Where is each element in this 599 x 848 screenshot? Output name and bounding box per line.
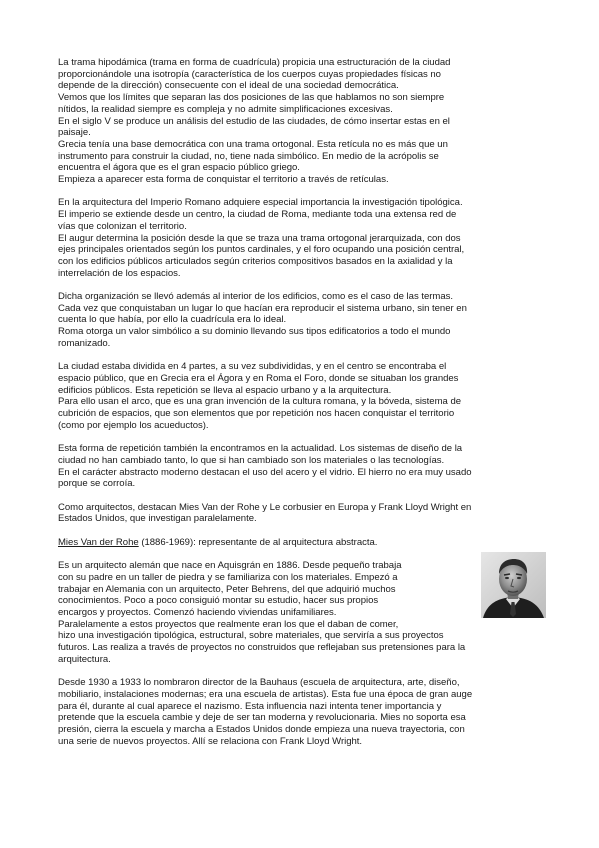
text-line: cubrición de espacios, que son elementos que por repetición nos hacen conquistar el territorio bbox=[58, 408, 455, 420]
text-line: proporcionándole una isotropía (característica de los cuerpos cuyas propiedades físicas no bbox=[58, 68, 441, 80]
text-line: depende de la dirección) consecuente con el ideal de una sociedad democrática. bbox=[58, 80, 399, 92]
heading-name: Mies Van der Rohe bbox=[58, 536, 139, 548]
text-line: para él, durante al cual aparece el nazismo. Esta influencia nazi intenta tener importancia y bbox=[58, 700, 442, 712]
text-line: La trama hipodámica (trama en forma de cuadrícula) propicia una estructuración de la ciudad bbox=[58, 57, 451, 68]
text-line: edificios públicos. Esta repetición se lleva al espacio urbano y a la arquitectura. bbox=[58, 384, 392, 396]
text-line: vías que colonizan el territorio. bbox=[58, 220, 187, 232]
text-line: una serie de nuevos proyectos. Allí se relaciona con Frank Lloyd Wright. bbox=[58, 735, 363, 747]
text-line: Como arquitectos, destacan Mies Van der Rohe y Le corbusier en Europa y Frank Lloyd Wright en bbox=[58, 501, 472, 513]
text-line: mobiliario, instalaciones modernas; era una escuela de artistas). Esta fue una época de gran auge bbox=[58, 688, 473, 700]
text-line: porque se corroía. bbox=[58, 478, 136, 490]
text-line: En la arquitectura del Imperio Romano adquiere especial importancia la investigación tipológica. bbox=[58, 197, 463, 209]
portrait-photo bbox=[481, 552, 546, 618]
text-line: Empieza a aparecer esta forma de conquistar el territorio a través de retículas. bbox=[58, 174, 389, 186]
text-line: (como por ejemplo los acueductos). bbox=[58, 419, 209, 431]
paragraph-mies-bio bbox=[58, 560, 548, 665]
text-line: encargos y proyectos. Comenzó haciendo viviendas unifamiliares. bbox=[58, 606, 337, 618]
heading-line bbox=[58, 537, 548, 549]
paragraph-roman-empire bbox=[58, 197, 548, 279]
heading-rest: (1886-1969): representante de al arquitectura abstracta. bbox=[138, 536, 378, 548]
paragraph-organization bbox=[58, 291, 548, 350]
text-line: La ciudad estaba dividida en 4 partes, a su vez subdivididas, y en el centro se encontraba el bbox=[58, 361, 447, 373]
text-line: En el carácter abstracto moderno destacan el uso del acero y el vidrio. El hierro no era muy usado bbox=[58, 466, 472, 478]
text-line: Vemos que los límites que separan las dos posiciones de las que hablamos no son siempre bbox=[58, 92, 445, 104]
text-line: paisaje. bbox=[58, 127, 91, 139]
text-line: con los edificios públicos articulados según criterios compositivos basados en la axialidad y la bbox=[58, 255, 453, 267]
text-line: Para ello usan el arco, que es una gran invención de la cultura romana, y la bóveda, sistema de bbox=[58, 396, 462, 408]
paragraph-repetition bbox=[58, 443, 548, 490]
text-line: El imperio se extiende desde un centro, la ciudad de Roma, mediante toda una extensa red de bbox=[58, 209, 457, 221]
text-line: ciudad no han cambiado tanto, lo que si han cambiado son los materiales o las tecnologías. bbox=[58, 454, 445, 466]
text-line: Cada vez que conquistaban un lugar lo que hacían era reproducir el sistema urbano, sin tener en bbox=[58, 302, 467, 314]
text-line: con su padre en un taller de piedra y se familiariza con los materiales. Empezó a bbox=[58, 571, 398, 583]
text-line: Estados Unidos, que investigan paralelamente. bbox=[58, 513, 257, 525]
text-line: Roma otorga un valor simbólico a su dominio llevando sus tipos edificatorios a todo el mundo bbox=[58, 326, 451, 338]
text-line: trabajar en Alemania con un arquitecto, Peter Behrens, del que adquirió muchos bbox=[58, 583, 396, 595]
text-line: En el siglo V se produce un análisis del estudio de las ciudades, de cómo insertar estas en el bbox=[58, 115, 450, 127]
text-line: Desde 1930 a 1933 lo nombraron director de la Bauhaus (escuela de arquitectura, arte, diseño, bbox=[58, 677, 460, 689]
text-line: El augur determina la posición desde la que se traza una trama ortogonal jerarquizada, con dos bbox=[58, 232, 461, 244]
paragraph-architects bbox=[58, 502, 548, 525]
text-line: pretende que la escuela cambie y deje de ser tan moderna y revolucionaria. Mies no soporta esa bbox=[58, 712, 466, 724]
text-line: presión, cierra la escuela y marcha a Estados Unidos donde empieza una nueva trayectoria, con bbox=[58, 723, 465, 735]
text-line: arquitectura. bbox=[58, 653, 111, 665]
text-line: cuenta lo que había, por ello la cuadrícula era lo ideal. bbox=[58, 314, 287, 326]
text-line: Grecia tenía una base democrática con una trama ortogonal. Esta retícula no es más que un bbox=[58, 138, 448, 150]
text-line: Esta forma de repetición también la encontramos en la actualidad. Los sistemas de diseño de la bbox=[58, 443, 463, 455]
text-line: romanizado. bbox=[58, 337, 111, 349]
text-line: instrumento para construir la ciudad, no, tiene nada simbólico. En medio de la acrópolis se bbox=[58, 150, 439, 162]
text-line: futuros. Las realiza a través de proyectos no construidos que reflejaban sus pretensiones para la bbox=[58, 642, 466, 654]
text-line: Dicha organización se llevó además al interior de los edificios, como es el caso de las termas. bbox=[58, 291, 454, 303]
text-line: ejes principales orientados según los puntos cardinales, y el foro ocupando una posición central, bbox=[58, 244, 465, 256]
paragraph-bauhaus bbox=[58, 677, 548, 747]
document-body bbox=[58, 57, 548, 759]
text-line: encuentra el ágora que es el gran espacio público griego. bbox=[58, 162, 300, 174]
text-line: nítidos, la realidad siempre es compleja y no admite simplificaciones excesivas. bbox=[58, 103, 393, 115]
text-line: conocimientos. Poco a poco consiguió montar su estudio, hacer sus propios bbox=[58, 595, 379, 607]
paragraph-greek-grid bbox=[58, 57, 548, 186]
paragraph-city-division bbox=[58, 361, 548, 431]
section-heading-mies bbox=[58, 537, 548, 549]
text-line: hizo una investigación tipológica, estructural, sobre materiales, que serviría a sus proyectos bbox=[58, 630, 444, 642]
text-line: Es un arquitecto alemán que nace en Aquisgrán en 1886. Desde pequeño trabaja bbox=[58, 560, 402, 572]
text-line: Paralelamente a estos proyectos que realmente eran los que el daban de comer, bbox=[58, 618, 399, 630]
text-line: interrelación de los espacios. bbox=[58, 267, 181, 279]
text-line: espacio público, que en Grecia era el Ágora y en Roma el Foro, donde se situaban los grandes bbox=[58, 372, 459, 384]
